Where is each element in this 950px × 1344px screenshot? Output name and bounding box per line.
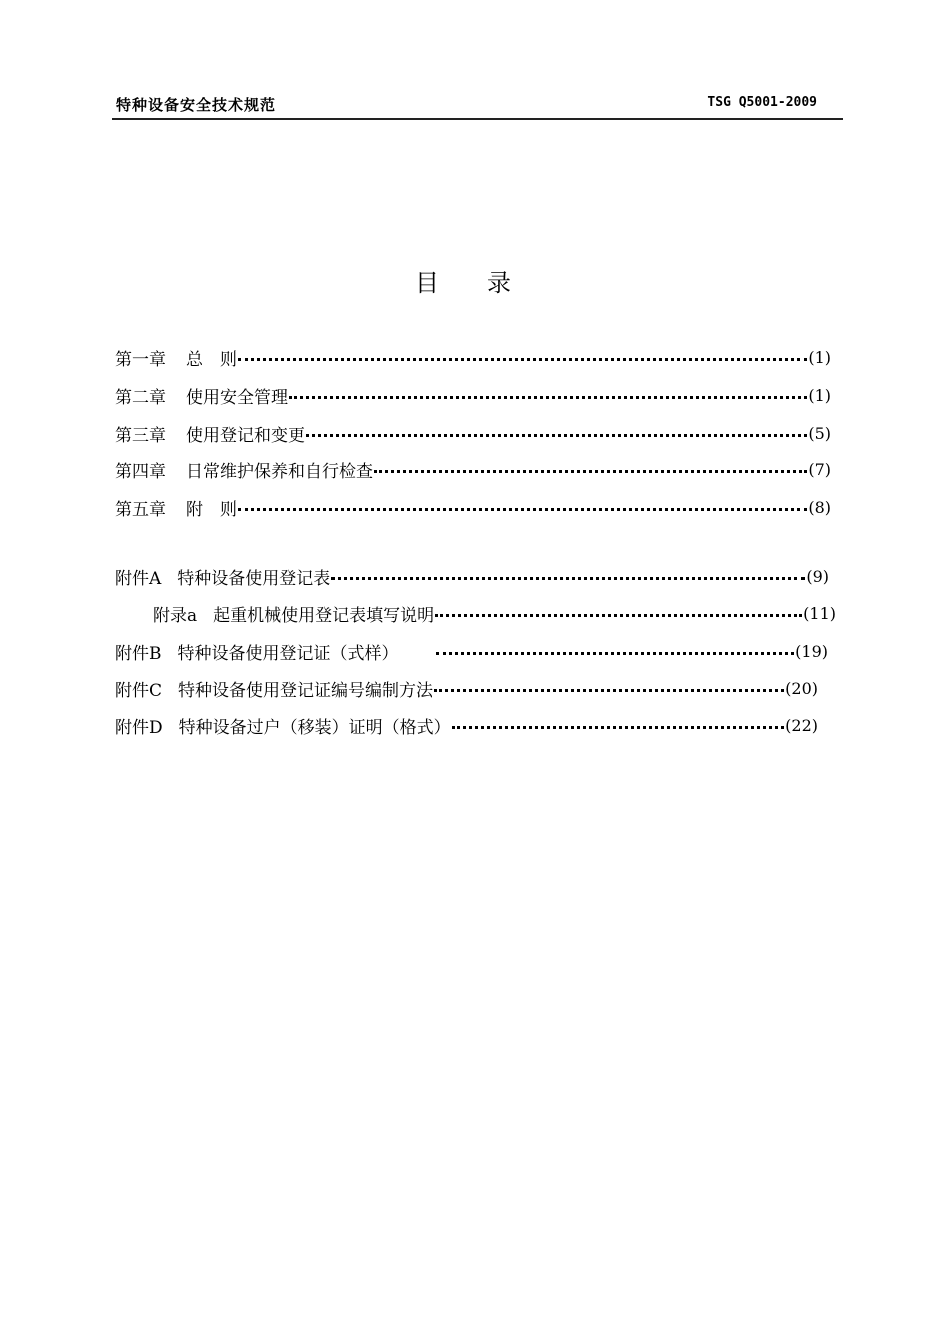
toc-entry-chapter-4[interactable] bbox=[115, 457, 831, 481]
toc-entry-number: 附件C bbox=[115, 680, 163, 701]
toc-entry-number: 附件A bbox=[115, 568, 162, 589]
toc-leader-dots bbox=[433, 676, 785, 700]
toc-entry-appendix-a[interactable] bbox=[153, 601, 836, 625]
toc-entry-chapter-1[interactable] bbox=[115, 345, 831, 369]
toc-leader-dots bbox=[305, 421, 808, 445]
toc-entry-title: 附 则 bbox=[186, 499, 237, 520]
toc-entry-chapter-2[interactable] bbox=[115, 383, 831, 407]
toc-leader-dots bbox=[373, 457, 808, 481]
toc-leader-dots bbox=[330, 564, 806, 588]
toc-entry-page: (7) bbox=[808, 459, 831, 479]
toc-title: 目录 bbox=[415, 269, 559, 297]
toc-entry-title: 使用安全管理 bbox=[186, 387, 288, 408]
toc-entry-number: 第五章 bbox=[115, 499, 166, 520]
toc-entry-number: 附件B bbox=[115, 643, 162, 664]
toc-entry-annex-c[interactable] bbox=[115, 676, 818, 700]
toc-entry-title: 特种设备使用登记表 bbox=[177, 568, 331, 589]
toc-entry-number: 附件D bbox=[115, 717, 163, 738]
toc-leader-dots bbox=[451, 713, 786, 737]
toc-leader-dots bbox=[435, 639, 796, 663]
toc-leader-dots bbox=[237, 495, 808, 519]
toc-entry-page: (9) bbox=[806, 566, 829, 586]
toc-leader-dots bbox=[288, 383, 808, 407]
toc-entry-title: 特种设备使用登记证（式样） bbox=[177, 643, 399, 664]
toc-entry-number: 第一章 bbox=[115, 349, 166, 370]
toc-entry-page: (1) bbox=[808, 347, 831, 367]
toc-leader-dots bbox=[237, 345, 808, 369]
header-spec-title: 特种设备安全技术规范 bbox=[116, 96, 277, 114]
toc-entry-title: 特种设备使用登记证编号编制方法 bbox=[178, 680, 434, 701]
toc-entry-title: 日常维护保养和自行检查 bbox=[186, 461, 373, 482]
toc-entry-page: (20) bbox=[785, 678, 818, 698]
toc-entry-chapter-3[interactable] bbox=[115, 421, 831, 445]
page-header bbox=[112, 94, 843, 120]
header-standard-code: TSG Q5001-2009 bbox=[707, 95, 817, 110]
toc-entry-number: 第三章 bbox=[115, 425, 166, 446]
toc-entry-number: 第四章 bbox=[115, 461, 166, 482]
toc-leader-dots bbox=[434, 601, 803, 625]
toc-entry-annex-d[interactable] bbox=[115, 713, 818, 737]
toc-entry-page: (1) bbox=[808, 385, 831, 405]
toc-entry-page: (19) bbox=[795, 641, 828, 661]
toc-entry-annex-a[interactable] bbox=[115, 564, 829, 588]
toc-entry-title: 起重机械使用登记表填写说明 bbox=[213, 605, 435, 626]
toc-entry-title: 使用登记和变更 bbox=[186, 425, 305, 446]
toc-entry-page: (22) bbox=[785, 715, 818, 735]
toc-entry-title: 总 则 bbox=[186, 349, 237, 370]
toc-entry-page: (5) bbox=[808, 423, 831, 443]
toc-entry-number: 第二章 bbox=[115, 387, 166, 408]
toc-entry-number: 附录a bbox=[153, 605, 198, 626]
toc-entry-title: 特种设备过户（移装）证明（格式） bbox=[178, 717, 451, 738]
toc-entry-annex-b[interactable] bbox=[115, 639, 828, 663]
toc-entry-chapter-5[interactable] bbox=[115, 495, 831, 519]
toc-entry-page: (8) bbox=[808, 497, 831, 517]
toc-entry-page: (11) bbox=[803, 603, 836, 623]
